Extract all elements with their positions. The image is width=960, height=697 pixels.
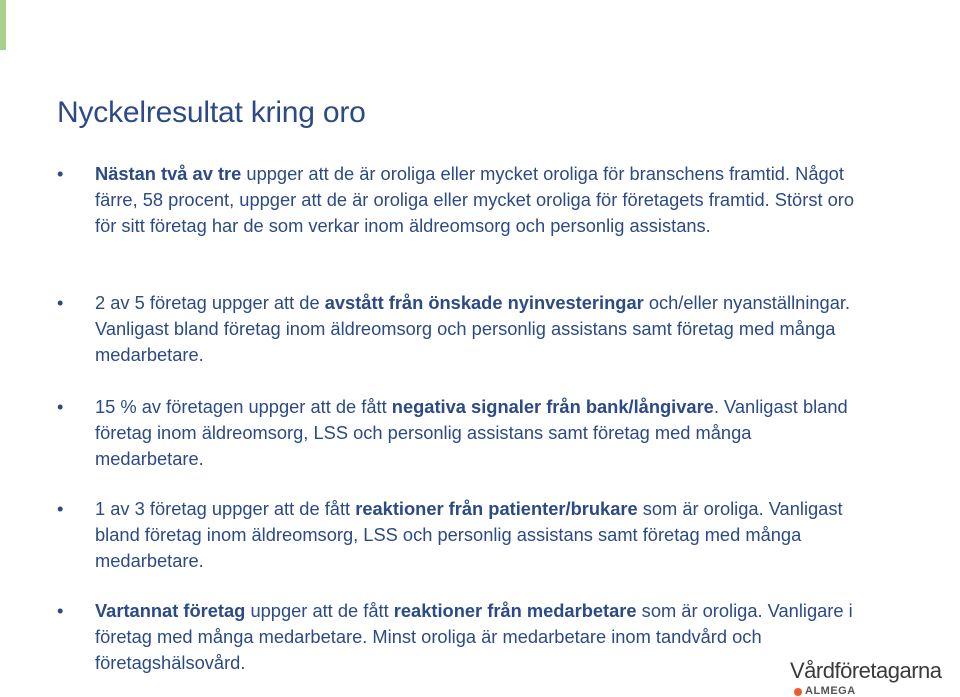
- bullet-plain-text: och/eller nyanställningar. Vanligast bland företag inom äldreomsorg och personlig assistans samt företag med många medarbetare.: [95, 292, 851, 365]
- bullet-bold-text: avstått från önskade nyinvesteringar: [324, 292, 644, 313]
- logo-name: Vårdföretagarna: [790, 658, 942, 683]
- bullet-plain-text: uppger att de är oroliga eller mycket oroliga för branschens framtid. Något färre, 58 procent, uppger att de är oroliga eller mycket oroliga för företagets framtid. Störst oro för sitt företag har de som verkar inom äldreomsorg och personlig assistans.: [95, 163, 855, 236]
- bullet-dot-icon: •: [57, 163, 64, 184]
- bullet-plain-text: 2 av 5: [95, 292, 145, 313]
- slide-accent-bar: [0, 0, 6, 50]
- logo-sub: ALMEGA: [805, 685, 856, 697]
- bullet-plain-text: . Vanligast bland företag inom äldreomsorg, LSS och personlig assistans samt företag med många medarbetare.: [95, 396, 848, 469]
- bullet-dot-icon: •: [57, 498, 64, 519]
- bullet-text: [95, 598, 855, 676]
- vardforetagarna-logo: [790, 658, 950, 697]
- bullet-bold-text: negativa signaler från bank/långivare: [391, 396, 714, 417]
- bullet-bold-text: reaktioner från medarbetare: [393, 600, 637, 621]
- bullet-plain-text: företag uppger att de: [144, 292, 325, 313]
- bullet-text: [95, 161, 855, 239]
- bullet-dot-icon: •: [57, 600, 64, 621]
- bullet-plain-text: av företagen uppger att de fått: [136, 396, 392, 417]
- bullet-plain-text: uppger att de fått: [245, 600, 394, 621]
- bullet-bold-text: Nästan två av tre: [95, 163, 242, 184]
- slide-title: Nyckelresultat kring oro: [57, 96, 366, 129]
- bullet-bold-text: reaktioner från patienter/brukare: [355, 498, 638, 519]
- bullet-bold-text: Vartannat företag: [95, 600, 246, 621]
- bullet-plain-text: som är oroliga. Vanligast bland företag inom äldreomsorg, LSS och personlig assistans samt företag med många medarbetare.: [95, 498, 843, 571]
- bullet-text: [95, 496, 855, 574]
- bullet-plain-text: som är oroliga. Vanligare i företag med många medarbetare. Minst oroliga är medarbetare inom tandvård och företagshälsovård.: [95, 600, 853, 673]
- bullet-dot-icon: •: [57, 396, 64, 417]
- bullet-text: [95, 394, 855, 472]
- bullet-plain-text: 1 av 3: [95, 498, 145, 519]
- almega-dot-icon: [794, 688, 802, 696]
- bullet-dot-icon: •: [57, 292, 64, 313]
- bullet-plain-text: företag uppger att de fått: [144, 498, 356, 519]
- bullet-plain-text: 15 %: [95, 396, 137, 417]
- bullet-text: [95, 290, 855, 368]
